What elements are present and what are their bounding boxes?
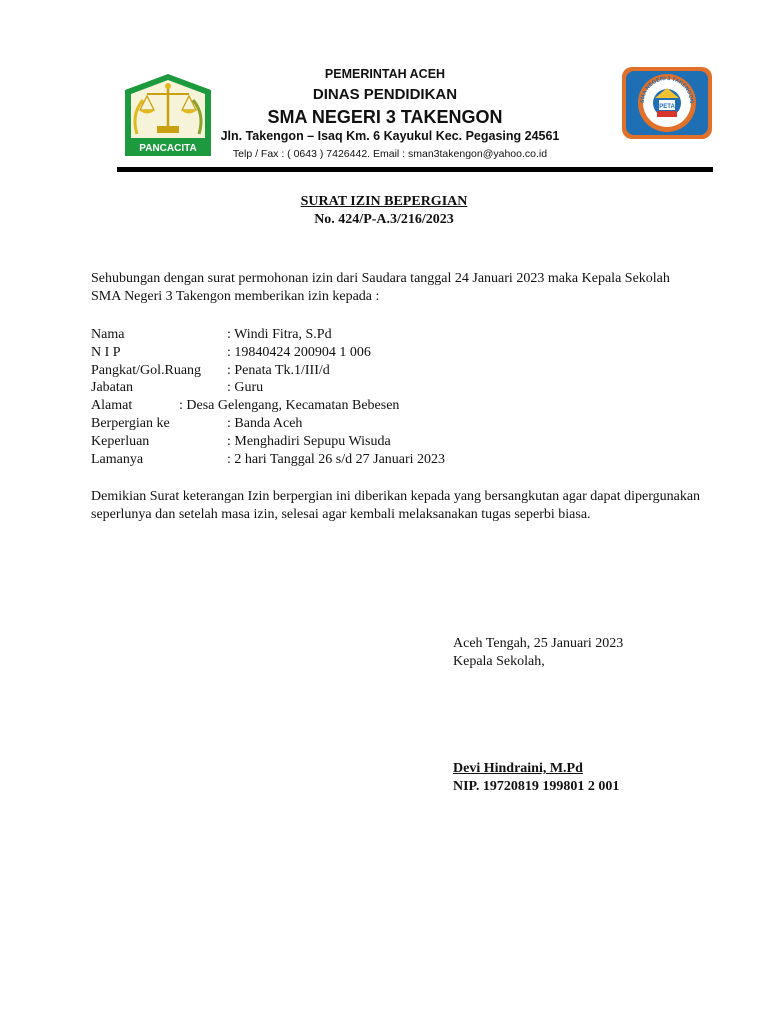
field-value: : Banda Aceh bbox=[227, 416, 303, 431]
closing-paragraph: Demikian Surat keterangan Izin berpergian ini diberikan kepada yang bersangkutan agar dapat dipergunakan seperlunya dan setelah masa izin, selesai agar kembali melaksanakan tugas seperbi biasa. bbox=[91, 489, 701, 522]
field-label: N I P bbox=[91, 345, 121, 360]
field-value: : Penata Tk.1/III/d bbox=[227, 363, 330, 378]
header-department: DINAS PENDIDIKAN bbox=[312, 86, 458, 103]
letterhead-divider bbox=[117, 167, 713, 172]
header-address: Jln. Takengon – Isaq Km. 6 Kayukul Kec. Pegasing 24561 bbox=[220, 129, 560, 143]
document-number: No. 424/P-A.3/216/2023 bbox=[314, 212, 454, 227]
badge-ring-text: SMA NEGERI 3 TAKENGON bbox=[639, 75, 695, 104]
document-title: SURAT IZIN BEPERGIAN bbox=[300, 194, 468, 209]
field-value: : Guru bbox=[227, 380, 264, 395]
field-value: : Menghadiri Sepupu Wisuda bbox=[227, 434, 391, 449]
signature-role: Kepala Sekolah, bbox=[453, 654, 545, 669]
field-label: Pangkat/Gol.Ruang bbox=[91, 363, 202, 378]
signatory-name: Devi Hindraini, M.Pd bbox=[453, 761, 583, 776]
field-label: Keperluan bbox=[91, 434, 150, 449]
field-value: : 2 hari Tanggal 26 s/d 27 Januari 2023 bbox=[227, 452, 446, 467]
signatory-nip: NIP. 19720819 199801 2 001 bbox=[453, 779, 620, 794]
aceh-emblem-logo bbox=[123, 72, 213, 156]
field-label: Jabatan bbox=[91, 380, 133, 395]
badge-inner-label: PETA bbox=[659, 104, 675, 110]
field-label: Lamanya bbox=[91, 452, 144, 467]
field-label: Nama bbox=[91, 327, 125, 342]
school-badge-logo bbox=[621, 66, 713, 140]
emblem-caption: PANCACITA bbox=[139, 143, 197, 154]
header-school-name: SMA NEGERI 3 TAKENGON bbox=[267, 107, 503, 127]
header-government: PEMERINTAH ACEH bbox=[324, 67, 446, 81]
field-value: : Desa Gelengang, Kecamatan Bebesen bbox=[179, 398, 400, 413]
header-contact: Telp / Fax : ( 0643 ) 7426442. Email : sman3takengon@yahoo.co.id bbox=[232, 148, 548, 160]
opening-paragraph: Sehubungan dengan surat permohonan izin dari Saudara tanggal 24 Januari 2023 maka Kepala Sekolah SMA Negeri 3 Takengon memberikan izin kepada : bbox=[91, 271, 670, 304]
signature-place-date: Aceh Tengah, 25 Januari 2023 bbox=[453, 636, 624, 651]
field-value: : 19840424 200904 1 006 bbox=[227, 345, 371, 360]
field-label: Alamat bbox=[91, 398, 133, 413]
field-value: : Windi Fitra, S.Pd bbox=[227, 327, 332, 342]
field-label: Berpergian ke bbox=[91, 416, 170, 431]
